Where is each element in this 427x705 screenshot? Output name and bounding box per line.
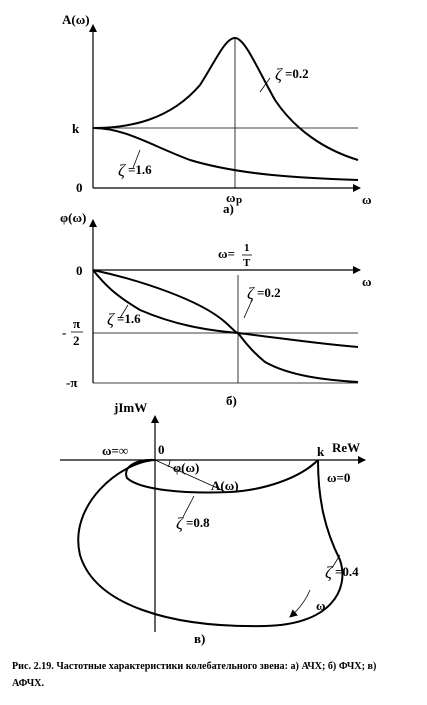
- panel-c-nyquist-plot: [60, 400, 365, 646]
- panel-b-minus-pi-label: -π: [66, 375, 78, 390]
- panel-a-zeta-low-value: =1.6: [128, 162, 152, 177]
- panel-c-a-label: A(ω): [211, 478, 239, 493]
- panel-b-frac-denominator: T: [243, 257, 251, 269]
- panel-b-phase-response: [60, 210, 372, 408]
- panel-c-zero-label: 0: [158, 442, 165, 457]
- panel-b-zeta-a-value: =0.2: [257, 285, 281, 300]
- panel-c-y-axis-label: jImW: [114, 400, 148, 415]
- panel-b-panel-label: б): [226, 393, 237, 408]
- panel-c-k-label: k: [317, 444, 325, 459]
- panel-a-zero-label: 0: [76, 180, 83, 195]
- panel-a-zeta-high-value: =0.2: [285, 66, 309, 81]
- panel-c-x-axis-label: ReW: [332, 440, 361, 455]
- panel-b-minus-sign: -: [62, 325, 67, 340]
- panel-a-omega-r-label: ω: [226, 190, 236, 205]
- panel-a-omega-r-subscript: р: [236, 194, 243, 206]
- panel-a-x-axis-label: ω: [362, 192, 372, 207]
- panel-c-panel-label: в): [194, 631, 206, 646]
- panel-a-curve-zeta-0-2: [93, 38, 358, 160]
- panel-b-omega-eq-label: ω=: [218, 246, 235, 261]
- panel-b-frac-numerator: 1: [244, 242, 250, 254]
- panel-b-zeta-symbol-a: ζ: [247, 284, 254, 303]
- panel-c-phi-label: φ(ω): [173, 460, 200, 475]
- panel-b-curve-zeta-1-6: [93, 270, 358, 347]
- panel-a-panel-label: а): [223, 201, 234, 216]
- panel-c-zeta-0-8-leader: [183, 496, 194, 517]
- panel-b-pi-half-numerator: π: [73, 316, 81, 331]
- panel-c-zeta-symbol-a: ζ: [176, 514, 183, 533]
- panel-a-amplitude-response: [62, 12, 372, 216]
- panel-b-zeta-symbol-b: ζ: [107, 310, 114, 329]
- panel-b-y-axis-label: φ(ω): [60, 210, 87, 225]
- panel-c-zeta-a-value: =0.8: [186, 515, 210, 530]
- panel-a-y-axis-label: A(ω): [62, 12, 90, 27]
- figure-caption: Рис. 2.19. Частотные характеристики колебательного звена: а) АЧХ; б) ФЧХ; в) АФЧХ.: [12, 660, 377, 689]
- panel-a-zeta-symbol-low: ζ: [118, 161, 125, 180]
- panel-b-pi-half-denominator: 2: [73, 333, 80, 348]
- panel-c-omega-zero-label: ω=0: [327, 470, 351, 485]
- panel-b-zero-label: 0: [76, 263, 83, 278]
- panel-c-omega-direction-arrow: [290, 590, 310, 617]
- panel-b-zeta-b-value: =1.6: [117, 311, 141, 326]
- panel-a-zeta-symbol-high: ζ: [275, 65, 282, 84]
- panel-c-zeta-symbol-b: ζ: [325, 563, 332, 582]
- panel-b-x-axis-label: ω: [362, 274, 372, 289]
- panel-b-curve-zeta-0-2: [93, 270, 358, 382]
- panel-c-omega-arrow-label: ω: [316, 598, 326, 613]
- panel-c-omega-inf-label: ω=∞: [102, 443, 129, 458]
- panel-c-zeta-b-value: =0.4: [335, 564, 359, 579]
- panel-a-k-label: k: [72, 121, 80, 136]
